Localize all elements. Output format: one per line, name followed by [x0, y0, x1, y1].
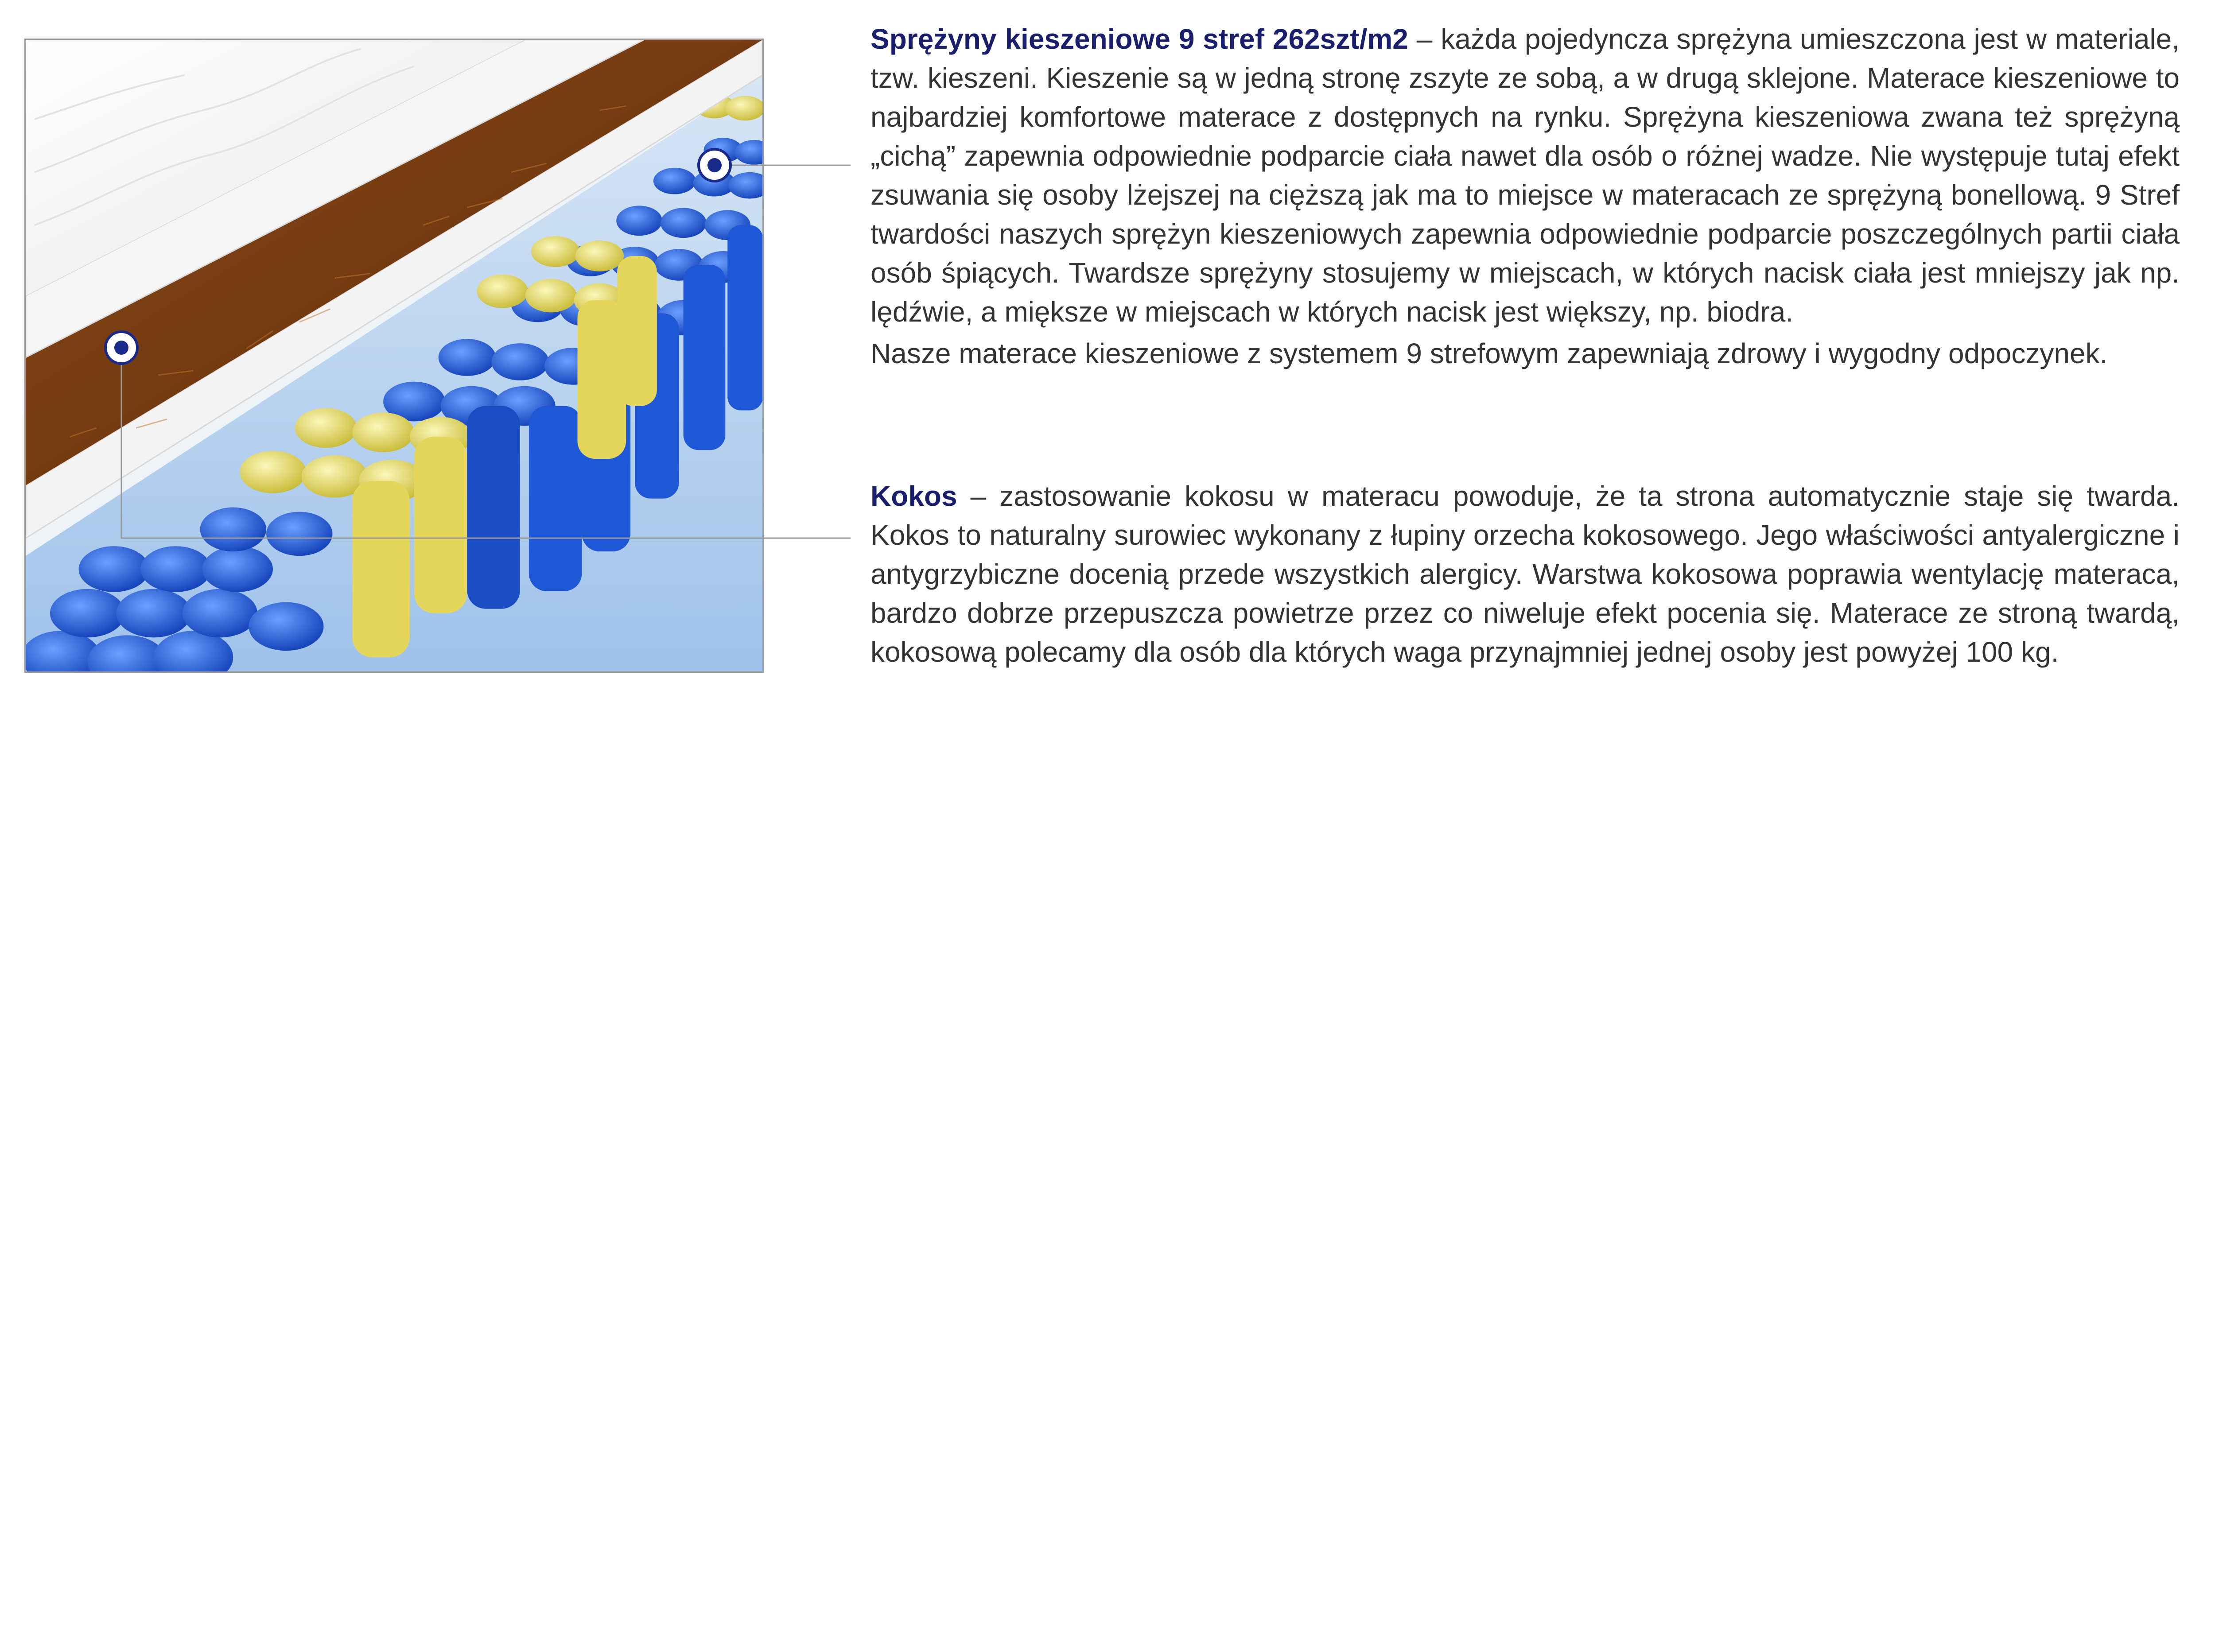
springs-body: – każda pojedyncza sprężyna umieszczona jest w materiale, tzw. kieszeni. Kieszenie są w jedną stronę zszyte ze sobą, a w drugą sklejone. Materace kieszeniowe to najbardziej komfortowe materace z dostępnych na rynku. Sprężyna kieszeniowa zwana też sprężyną „cichą” zapewnia odpowiednie podparcie ciała nawet dla osób o różnej wadze. Nie występuje tutaj efekt zsuwania się osoby lżejszej na cięższą jak ma to miejsce w materacach ze sprężyną bonellową. 9 Stref twardości naszych sprężyn kieszeniowych zapewnia odpowiednie podparcie poszczególnych partii ciała osób śpiących. Twardsze sprężyny stosujemy w miejscach, w których nacisk ciała jest mniejszy jak np. lędźwie, a miększe w miejscach w których nacisk jest większy, np. biodra. — [870, 23, 2180, 328]
coconut-title: Kokos — [870, 480, 957, 512]
coconut-description — [870, 477, 2180, 671]
springs-closing: Nasze materace kieszeniowe z systemem 9 strefowym zapewniają zdrowy i wygodny odpoczynek. — [870, 337, 2108, 369]
springs-title: Sprężyny kieszeniowe 9 stref 262szt/m2 — [870, 23, 1408, 55]
springs-paragraph — [870, 19, 2180, 331]
mattress-cross-section-image — [24, 39, 764, 673]
coconut-body: – zastosowanie kokosu w materacu powoduje, że ta strona automatycznie staje się twarda. Kokos to naturalny surowiec wykonany z łupiny orzecha kokosowego. Jego właściwości antyalergiczne i antygrzybiczne docenią przede wszystkich alergicy. Warstwa kokosowa poprawia wentylację materaca, bardzo dobrze przepuszcza powietrze przez co niweluje efekt pocenia się. Materace ze stroną twardą, kokosową polecamy dla osób dla których waga przynajmniej jednej osoby jest powyżej 100 kg. — [870, 480, 2180, 668]
coconut-paragraph — [870, 477, 2180, 671]
springs-description — [870, 19, 2180, 373]
